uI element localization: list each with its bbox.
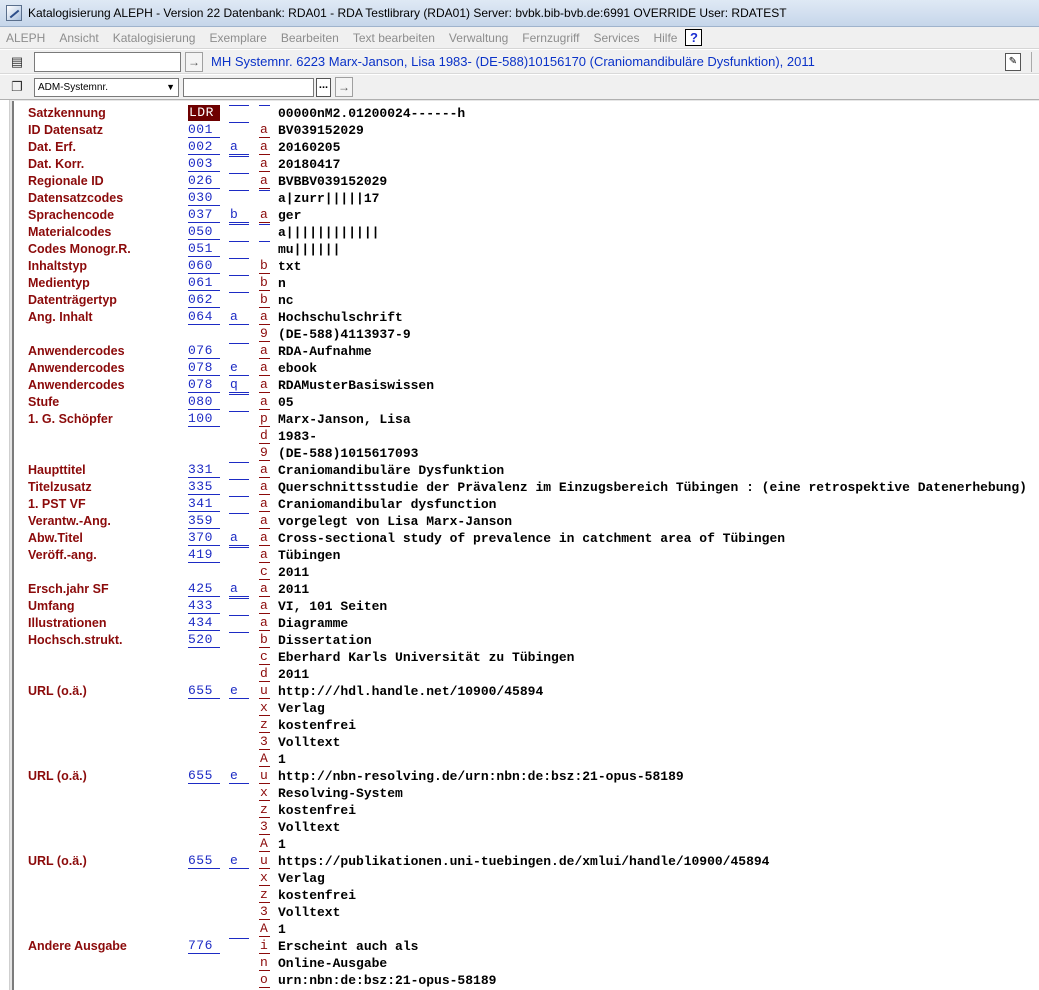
record-list-icon[interactable]: ▤ [10,53,24,69]
subfield-code[interactable]: a [259,343,270,359]
field-value[interactable]: 1 [278,837,286,852]
menu-exemplare[interactable]: Exemplare [209,30,267,45]
field-value[interactable]: Verlag [278,871,325,886]
subfield-code[interactable]: u [259,768,270,784]
menu-verwaltung[interactable]: Verwaltung [448,30,509,45]
field-value[interactable]: Dissertation [278,633,372,648]
field-row[interactable] [14,122,1039,139]
field-indicator[interactable] [229,598,249,599]
search-type-value: ADM-Systemnr. [38,81,109,93]
field-row[interactable] [14,343,1039,360]
field-tag[interactable]: 359 [188,513,220,529]
field-indicator[interactable]: q [229,377,249,393]
field-row[interactable] [14,938,1039,955]
browse-button[interactable]: ... [316,78,331,97]
search-type-select[interactable] [34,78,179,97]
field-row[interactable] [14,887,1039,904]
field-label: Anwendercodes [28,378,125,392]
subfield-code[interactable]: c [259,649,270,665]
field-row[interactable] [14,581,1039,598]
field-label: URL (o.ä.) [28,854,87,868]
field-label: Verantw.-Ang. [28,514,111,528]
field-indicator[interactable] [229,547,249,548]
field-label: 1. G. Schöpfer [28,412,113,426]
subfield-code[interactable]: x [259,700,270,716]
field-value[interactable]: 2011 [278,582,310,597]
field-indicator[interactable] [229,122,249,123]
field-row[interactable] [14,411,1039,428]
field-indicator[interactable]: e [229,768,249,784]
field-row[interactable] [14,394,1039,411]
field-indicator[interactable] [229,462,249,463]
field-indicator[interactable]: a [229,309,249,325]
field-indicator[interactable] [229,496,249,497]
help-icon[interactable]: ? [685,29,702,46]
field-tag[interactable]: 655 [188,853,220,869]
field-label: Dat. Erf. [28,140,76,154]
menu-services[interactable]: Services [593,30,640,45]
field-value[interactable]: 20160205 [278,140,341,155]
subfield-code[interactable]: a [259,513,270,529]
subfield-code[interactable]: 9 [259,326,270,342]
field-value[interactable]: http:///hdl.handle.net/10900/45894 [278,684,544,699]
field-row[interactable] [14,513,1039,530]
app-icon [6,5,22,21]
chevron-down-icon: ▼ [166,81,175,92]
field-label: Inhaltstyp [28,259,88,273]
field-tag[interactable]: 026 [188,173,220,189]
subfield-code[interactable]: a [259,139,270,155]
field-tag[interactable]: 520 [188,632,220,648]
field-row[interactable] [14,564,1039,581]
subfield-code[interactable] [259,241,270,242]
field-value[interactable]: 05 [278,395,294,410]
field-label: Haupttitel [28,463,86,477]
field-label: Codes Monogr.R. [28,242,131,256]
subfield-code[interactable]: a [259,377,270,393]
field-row[interactable] [14,258,1039,275]
field-row[interactable] [14,615,1039,632]
toolbar-row-2 [0,75,1039,99]
subfield-code[interactable]: n [259,955,270,971]
field-value[interactable]: kostenfrei [278,888,357,903]
subfield-code[interactable]: z [259,717,270,733]
field-indicator[interactable] [229,258,249,259]
editor-gutter [0,100,10,990]
toolbar-row-1 [0,50,1039,74]
menu-aleph[interactable]: ALEPH [6,30,46,45]
field-indicator[interactable] [229,156,249,157]
subfield-code[interactable]: b [259,258,270,274]
subfield-code[interactable]: u [259,853,270,869]
field-indicator[interactable] [229,513,249,514]
subfield-code[interactable]: 3 [259,734,270,750]
field-row[interactable] [14,734,1039,751]
field-row[interactable] [14,190,1039,207]
field-value[interactable]: 2011 [278,565,310,580]
field-row[interactable] [14,207,1039,224]
field-value[interactable]: vorgelegt von Lisa Marx-Janson [278,514,513,529]
field-value[interactable]: 00000nM2.01200024------h [278,106,466,121]
go-button[interactable]: → [185,52,203,72]
field-tag[interactable]: 002 [188,139,220,155]
subfield-code[interactable]: b [259,275,270,291]
subfield-code[interactable]: A [259,836,270,852]
field-row[interactable] [14,377,1039,394]
subfield-code[interactable]: A [259,751,270,767]
field-tag[interactable]: 003 [188,156,220,172]
field-indicator[interactable] [229,190,249,191]
field-tag[interactable]: 419 [188,547,220,563]
field-row[interactable] [14,683,1039,700]
field-tag[interactable]: 078 [188,360,220,376]
field-indicator[interactable]: e [229,360,249,376]
field-value[interactable]: a|zurr|||||17 [278,191,380,206]
field-label: Ersch.jahr SF [28,582,109,596]
field-indicator[interactable] [229,411,249,412]
field-indicator[interactable] [229,632,249,633]
menu-hilfe[interactable]: Hilfe [653,30,678,45]
field-indicator[interactable] [229,105,249,106]
field-row[interactable] [14,921,1039,938]
field-tag[interactable]: 080 [188,394,220,410]
field-row[interactable] [14,241,1039,258]
field-label: Regionale ID [28,174,104,188]
field-indicator[interactable] [229,275,249,276]
editor-frame [0,99,1039,990]
subfield-code[interactable]: z [259,887,270,903]
field-tag[interactable]: 434 [188,615,220,631]
field-value[interactable]: urn:nbn:de:bsz:21-opus-58189 [278,973,497,988]
menu-katalogisierung[interactable]: Katalogisierung [112,30,196,45]
subfield-code[interactable]: z [259,802,270,818]
field-label: Dat. Korr. [28,157,85,171]
field-value[interactable]: Online-Ausgabe [278,956,388,971]
title-bar [0,0,1039,27]
menu-bearbeiten[interactable]: Bearbeiten [280,30,339,45]
field-row[interactable] [14,360,1039,377]
field-value[interactable]: ger [278,208,302,223]
field-indicator[interactable]: e [229,683,249,699]
field-tag[interactable]: 370 [188,530,220,546]
field-label: Stufe [28,395,60,409]
field-value[interactable]: Eberhard Karls Universität zu Tübingen [278,650,575,665]
field-indicator[interactable]: b [229,207,249,223]
field-tag[interactable]: 655 [188,768,220,784]
subfield-code[interactable]: a [259,462,270,478]
field-label: Datenträgertyp [28,293,117,307]
field-row[interactable] [14,836,1039,853]
field-indicator[interactable] [229,479,249,480]
subfield-code[interactable]: c [259,564,270,580]
field-row[interactable] [14,105,1039,122]
field-tag[interactable]: 076 [188,343,220,359]
field-label: Datensatzcodes [28,191,124,205]
field-value[interactable]: kostenfrei [278,803,357,818]
field-row[interactable] [14,666,1039,683]
search-go-button[interactable]: → [335,77,353,97]
subfield-code[interactable]: a [259,547,270,563]
field-tag[interactable]: 776 [188,938,220,954]
field-value[interactable]: BV039152029 [278,123,364,138]
field-value[interactable]: RDAMusterBasiswissen [278,378,435,393]
field-value[interactable]: VI, 101 Seiten [278,599,388,614]
subfield-code[interactable]: a [259,530,270,546]
field-tag[interactable]: 341 [188,496,220,512]
field-label: Hochsch.strukt. [28,633,123,647]
field-tag[interactable]: 655 [188,683,220,699]
field-tag[interactable]: LDR [188,105,220,121]
subfield-code[interactable]: a [259,581,270,597]
field-tag[interactable]: 433 [188,598,220,614]
field-indicator[interactable]: a [229,139,249,155]
field-row[interactable] [14,853,1039,870]
field-value[interactable]: 2011 [278,667,310,682]
search-input[interactable] [183,78,314,97]
field-row[interactable] [14,496,1039,513]
field-tag[interactable]: 335 [188,479,220,495]
field-label: Sprachencode [28,208,115,222]
subfield-code[interactable]: x [259,870,270,886]
menu-ansicht[interactable]: Ansicht [59,30,99,45]
field-value[interactable]: https://publikationen.uni-tuebingen.de/xmlui/handle/10900/45894 [278,854,770,869]
field-value[interactable]: Volltext [278,905,341,920]
subfield-code[interactable]: p [259,411,270,427]
subfield-code[interactable]: d [259,428,270,444]
field-value[interactable]: txt [278,259,302,274]
field-label: Umfang [28,599,75,613]
field-tag[interactable]: 061 [188,275,220,291]
field-row[interactable] [14,156,1039,173]
field-label: Ang. Inhalt [28,310,93,324]
field-row[interactable] [14,275,1039,292]
field-value[interactable]: http://nbn-resolving.de/urn:nbn:de:bsz:21-opus-58189 [278,769,684,784]
field-indicator[interactable] [229,292,249,293]
field-label: Titelzusatz [28,480,92,494]
field-row[interactable] [14,547,1039,564]
subfield-code[interactable]: b [259,292,270,308]
subfield-code[interactable]: i [259,938,270,954]
field-tag[interactable]: 001 [188,122,220,138]
field-value[interactable]: Erscheint auch als [278,939,419,954]
field-label: Veröff.-ang. [28,548,97,562]
subfield-code[interactable]: 3 [259,904,270,920]
document-icon[interactable]: ✎ [1005,53,1021,71]
field-tag[interactable]: 064 [188,309,220,325]
field-value[interactable]: Volltext [278,820,341,835]
field-indicator[interactable] [229,224,249,225]
field-row[interactable] [14,309,1039,326]
subfield-code[interactable] [259,190,270,191]
subfield-code[interactable]: o [259,972,270,988]
field-value[interactable]: Craniomandibuläre Dysfunktion [278,463,505,478]
field-row[interactable] [14,717,1039,734]
subfield-code[interactable]: a [259,360,270,376]
subfield-code[interactable]: 3 [259,819,270,835]
subfield-code[interactable]: a [259,598,270,614]
field-row[interactable] [14,768,1039,785]
field-label: Materialcodes [28,225,112,239]
field-row[interactable] [14,751,1039,768]
field-label: URL (o.ä.) [28,769,87,783]
field-indicator[interactable] [229,241,249,242]
field-row[interactable] [14,479,1039,496]
subfield-code[interactable]: a [259,207,270,223]
field-row[interactable] [14,445,1039,462]
field-row[interactable] [14,326,1039,343]
field-label: Illustrationen [28,616,107,630]
field-row[interactable] [14,802,1039,819]
field-tag[interactable]: 030 [188,190,220,206]
field-value[interactable]: Resolving-System [278,786,403,801]
record-editor[interactable] [12,101,1039,990]
field-row[interactable] [14,972,1039,989]
subfield-code[interactable]: a [259,394,270,410]
field-indicator[interactable]: a [229,581,249,597]
subfield-code[interactable]: a [259,496,270,512]
command-input[interactable] [34,52,181,72]
field-row[interactable] [14,785,1039,802]
subfield-code[interactable]: a [259,309,270,325]
field-row[interactable] [14,598,1039,615]
field-tag[interactable]: 100 [188,411,220,427]
subfield-code[interactable]: b [259,632,270,648]
field-indicator[interactable] [229,343,249,344]
field-row[interactable] [14,292,1039,309]
field-row[interactable] [14,955,1039,972]
subfield-code[interactable] [259,224,270,225]
toolbar-grip [1031,52,1037,72]
field-tag[interactable]: 060 [188,258,220,274]
field-row[interactable] [14,462,1039,479]
subfield-code[interactable]: a [259,122,270,138]
field-value[interactable]: mu|||||| [278,242,341,257]
subfield-code[interactable] [259,105,270,106]
field-label: URL (o.ä.) [28,684,87,698]
field-row[interactable] [14,700,1039,717]
field-value[interactable]: 20180417 [278,157,341,172]
menu-bar [0,27,1039,49]
field-value[interactable]: Querschnittsstudie der Prävalenz im Einzugsbereich Tübingen : (eine retrospektive Datenerhebung) [278,480,1027,495]
field-value[interactable]: Hochschulschrift [278,310,403,325]
field-value[interactable]: (DE-588)1015617093 [278,446,419,461]
subfield-code[interactable]: a [259,615,270,631]
field-row[interactable] [14,224,1039,241]
subfield-code[interactable]: a [259,156,270,172]
field-tag[interactable]: 062 [188,292,220,308]
field-label: Abw.Titel [28,531,83,545]
field-label: Anwendercodes [28,344,125,358]
window-copy-icon[interactable]: ❐ [11,79,23,94]
field-tag[interactable]: 037 [188,207,220,223]
field-value[interactable]: kostenfrei [278,718,357,733]
field-value[interactable]: (DE-588)4113937-9 [278,327,411,342]
field-value[interactable]: Verlag [278,701,325,716]
field-row[interactable] [14,530,1039,547]
field-tag[interactable]: 078 [188,377,220,393]
field-tag[interactable]: 331 [188,462,220,478]
subfield-code[interactable]: a [259,479,270,495]
field-value[interactable]: Craniomandibular dysfunction [278,497,497,512]
field-tag[interactable]: 050 [188,224,220,240]
field-label: ID Datensatz [28,123,104,137]
field-indicator[interactable]: a [229,530,249,546]
subfield-code[interactable]: 9 [259,445,270,461]
field-value[interactable]: Cross-sectional study of prevalence in catchment area of Tübingen [278,531,786,546]
field-value[interactable]: RDA-Aufnahme [278,344,372,359]
field-label: Satzkennung [28,106,106,120]
field-value[interactable]: ebook [278,361,318,376]
field-label: Andere Ausgabe [28,939,127,953]
window-title: Katalogisierung ALEPH - Version 22 Datenbank: RDA01 - RDA Testlibrary (RDA01) Server: bvbk.bib-bvb.de:6991 OVERRIDE User: RDATEST [28,6,787,20]
field-value[interactable]: n [278,276,286,291]
subfield-code[interactable]: a [259,173,270,189]
field-value[interactable]: 1983- [278,429,318,444]
field-label: Medientyp [28,276,90,290]
field-value[interactable]: BVBBV039152029 [278,174,388,189]
subfield-code[interactable]: u [259,683,270,699]
field-row[interactable] [14,632,1039,649]
field-indicator[interactable]: e [229,853,249,869]
field-tag[interactable]: 425 [188,581,220,597]
field-row[interactable] [14,870,1039,887]
field-indicator[interactable] [229,173,249,174]
field-value[interactable]: Marx-Janson, Lisa [278,412,411,427]
field-label: 1. PST VF [28,497,86,511]
field-value[interactable]: Diagramme [278,616,349,631]
field-row[interactable] [14,819,1039,836]
field-value[interactable]: 1 [278,752,286,767]
field-indicator[interactable] [229,938,249,939]
subfield-code[interactable]: A [259,921,270,937]
field-row[interactable] [14,139,1039,156]
record-summary: MH Systemnr. 6223 Marx-Janson, Lisa 1983- (DE-588)10156170 (Craniomandibuläre Dysfunktion), 2011 [211,54,815,69]
field-value[interactable]: nc [278,293,294,308]
field-row[interactable] [14,428,1039,445]
field-row[interactable] [14,173,1039,190]
menu-fernzugriff[interactable]: Fernzugriff [522,30,580,45]
field-indicator[interactable] [229,394,249,395]
subfield-code[interactable]: d [259,666,270,682]
field-indicator[interactable] [229,615,249,616]
field-value[interactable]: a|||||||||||| [278,225,380,240]
field-tag[interactable]: 051 [188,241,220,257]
field-value[interactable]: 1 [278,922,286,937]
menu-text-bearbeiten[interactable]: Text bearbeiten [352,30,435,45]
field-value[interactable]: Tübingen [278,548,341,563]
field-label: Anwendercodes [28,361,125,375]
field-row[interactable] [14,649,1039,666]
subfield-code[interactable]: x [259,785,270,801]
field-row[interactable] [14,904,1039,921]
field-value[interactable]: Volltext [278,735,341,750]
